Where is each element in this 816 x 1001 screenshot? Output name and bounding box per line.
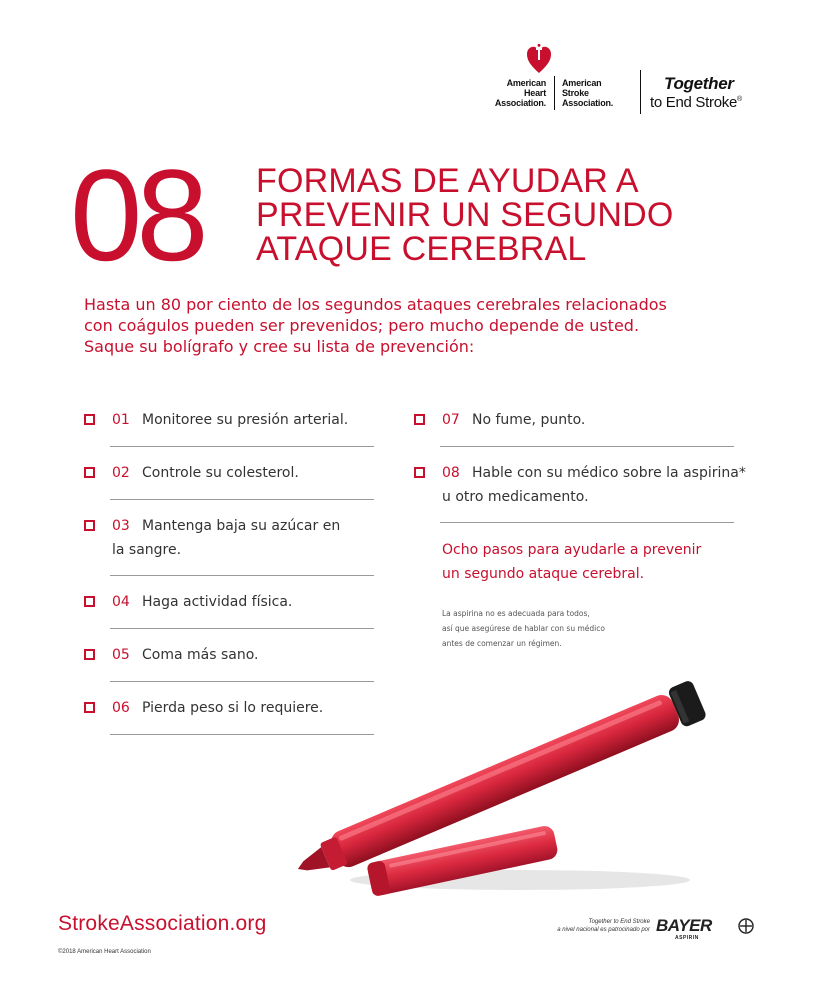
big-number: 08 bbox=[70, 142, 203, 288]
write-line bbox=[110, 575, 374, 576]
checkbox-icon[interactable] bbox=[414, 467, 425, 478]
bayer-cross-icon bbox=[738, 918, 754, 934]
asa-wordmark: American Stroke Association. bbox=[562, 78, 614, 108]
red-marker-illustration bbox=[250, 670, 750, 900]
aha-wordmark: American Heart Association. bbox=[494, 78, 546, 108]
checkbox-icon[interactable] bbox=[84, 467, 95, 478]
write-line bbox=[440, 446, 734, 447]
write-line bbox=[110, 446, 374, 447]
write-line bbox=[440, 522, 734, 523]
logo-divider bbox=[640, 70, 641, 114]
write-line bbox=[110, 628, 374, 629]
summary-text: Ocho pasos para ayudarle a prevenir un segundo ataque cerebral. bbox=[442, 542, 702, 582]
sponsor-credit: Together to End Stroke a nivel nacional es patrocinado por bbox=[557, 919, 650, 933]
checkbox-icon[interactable] bbox=[84, 649, 95, 660]
aspirin-footnote: La aspirina no es adecuada para todos, así que asegúrese de hablar con su médico antes de comenzar un régimen. bbox=[442, 609, 605, 648]
bayer-logo: BAYER bbox=[656, 916, 712, 935]
page-title: FORMAS DE AYUDAR A PREVENIR UN SEGUNDO ATAQUE CEREBRAL bbox=[256, 162, 674, 268]
together-wordmark: Together bbox=[664, 74, 734, 93]
to-end-stroke-wordmark: to End Stroke® bbox=[650, 94, 742, 111]
bayer-aspirin-label: ASPIRIN bbox=[675, 935, 699, 941]
checkbox-icon[interactable] bbox=[414, 414, 425, 425]
checkbox-icon[interactable] bbox=[84, 596, 95, 607]
checkbox-icon[interactable] bbox=[84, 414, 95, 425]
logo-divider bbox=[554, 76, 555, 110]
write-line bbox=[110, 499, 374, 500]
intro-paragraph: Hasta un 80 por ciento de los segundos ataques cerebrales relacionados con coágulos pueden ser prevenidos; pero mucho depende de usted. Saque su bolígrafo y cree su lista de prevención: bbox=[84, 295, 667, 356]
copyright: ©2018 American Heart Association bbox=[58, 949, 151, 955]
checkbox-icon[interactable] bbox=[84, 702, 95, 713]
header-logos bbox=[484, 44, 774, 114]
checkbox-icon[interactable] bbox=[84, 520, 95, 531]
website-link[interactable]: StrokeAssociation.org bbox=[58, 912, 267, 935]
heart-torch-icon bbox=[526, 44, 552, 74]
